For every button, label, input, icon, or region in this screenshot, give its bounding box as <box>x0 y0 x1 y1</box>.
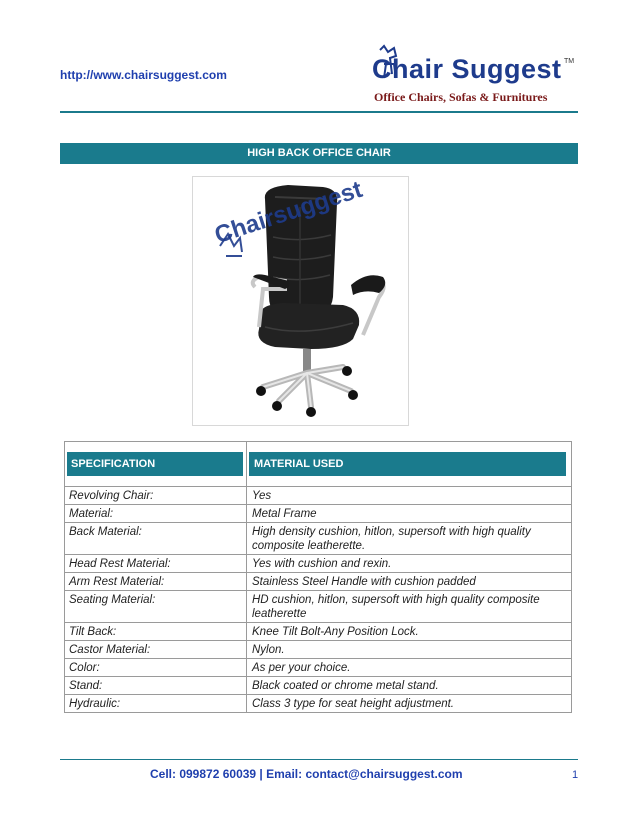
page-number: 1 <box>572 769 579 781</box>
material-cell: Knee Tilt Bolt-Any Position Lock. <box>252 626 419 638</box>
image-watermark <box>206 175 396 280</box>
spec-cell: Color: <box>65 659 247 676</box>
product-title: HIGH BACK OFFICE CHAIR <box>60 143 578 164</box>
watermark-text: Chairsuggest <box>211 175 366 250</box>
material-cell: High density cushion, hitlon, supersoft with high quality composite leatherette. <box>252 526 531 552</box>
footer-divider <box>60 759 578 760</box>
spec-cell: Arm Rest Material: <box>65 573 247 590</box>
footer-contact[interactable]: Cell: 099872 60039 | Email: contact@chairsuggest.com <box>150 767 463 781</box>
spec-cell: Stand: <box>65 677 247 694</box>
header-divider-line <box>246 442 247 486</box>
chair-suggest-logo <box>372 44 582 114</box>
spec-cell: Revolving Chair: <box>65 487 247 504</box>
table-row <box>65 695 571 712</box>
table-header <box>65 442 571 487</box>
material-cell: Black coated or chrome metal stand. <box>252 680 439 692</box>
header-divider <box>60 111 578 113</box>
material-cell: HD cushion, hitlon, supersoft with high quality composite leatherette <box>252 594 540 620</box>
material-cell: Yes <box>252 490 272 502</box>
material-cell: As per your choice. <box>252 662 351 674</box>
spec-cell: Hydraulic: <box>65 695 247 712</box>
logo-tagline: Office Chairs, Sofas & Furnitures <box>374 90 548 104</box>
table-row <box>65 487 571 505</box>
material-cell: Yes with cushion and rexin. <box>252 558 392 570</box>
logo-brand: Chair Suggest <box>372 54 562 84</box>
table-row <box>65 523 571 555</box>
spec-cell: Material: <box>65 505 247 522</box>
table-row <box>65 505 571 523</box>
material-cell: Nylon. <box>252 644 285 656</box>
website-url[interactable]: http://www.chairsuggest.com <box>60 68 227 82</box>
table-row <box>65 591 571 623</box>
material-cell: Metal Frame <box>252 508 317 520</box>
spec-cell: Head Rest Material: <box>65 555 247 572</box>
table-row <box>65 641 571 659</box>
spec-cell: Tilt Back: <box>65 623 247 640</box>
spec-cell: Castor Material: <box>65 641 247 658</box>
table-row <box>65 677 571 695</box>
header-specification: SPECIFICATION <box>67 452 243 476</box>
table-row <box>65 573 571 591</box>
spec-cell: Back Material: <box>65 523 247 554</box>
material-cell: Class 3 type for seat height adjustment. <box>252 698 454 710</box>
logo-trademark: TM <box>564 58 575 65</box>
table-row <box>65 555 571 573</box>
header-material-used: MATERIAL USED <box>249 452 566 476</box>
material-cell: Stainless Steel Handle with cushion padded <box>252 576 476 588</box>
spec-cell: Seating Material: <box>65 591 247 622</box>
table-row <box>65 623 571 641</box>
specification-table <box>64 441 572 713</box>
table-row <box>65 659 571 677</box>
